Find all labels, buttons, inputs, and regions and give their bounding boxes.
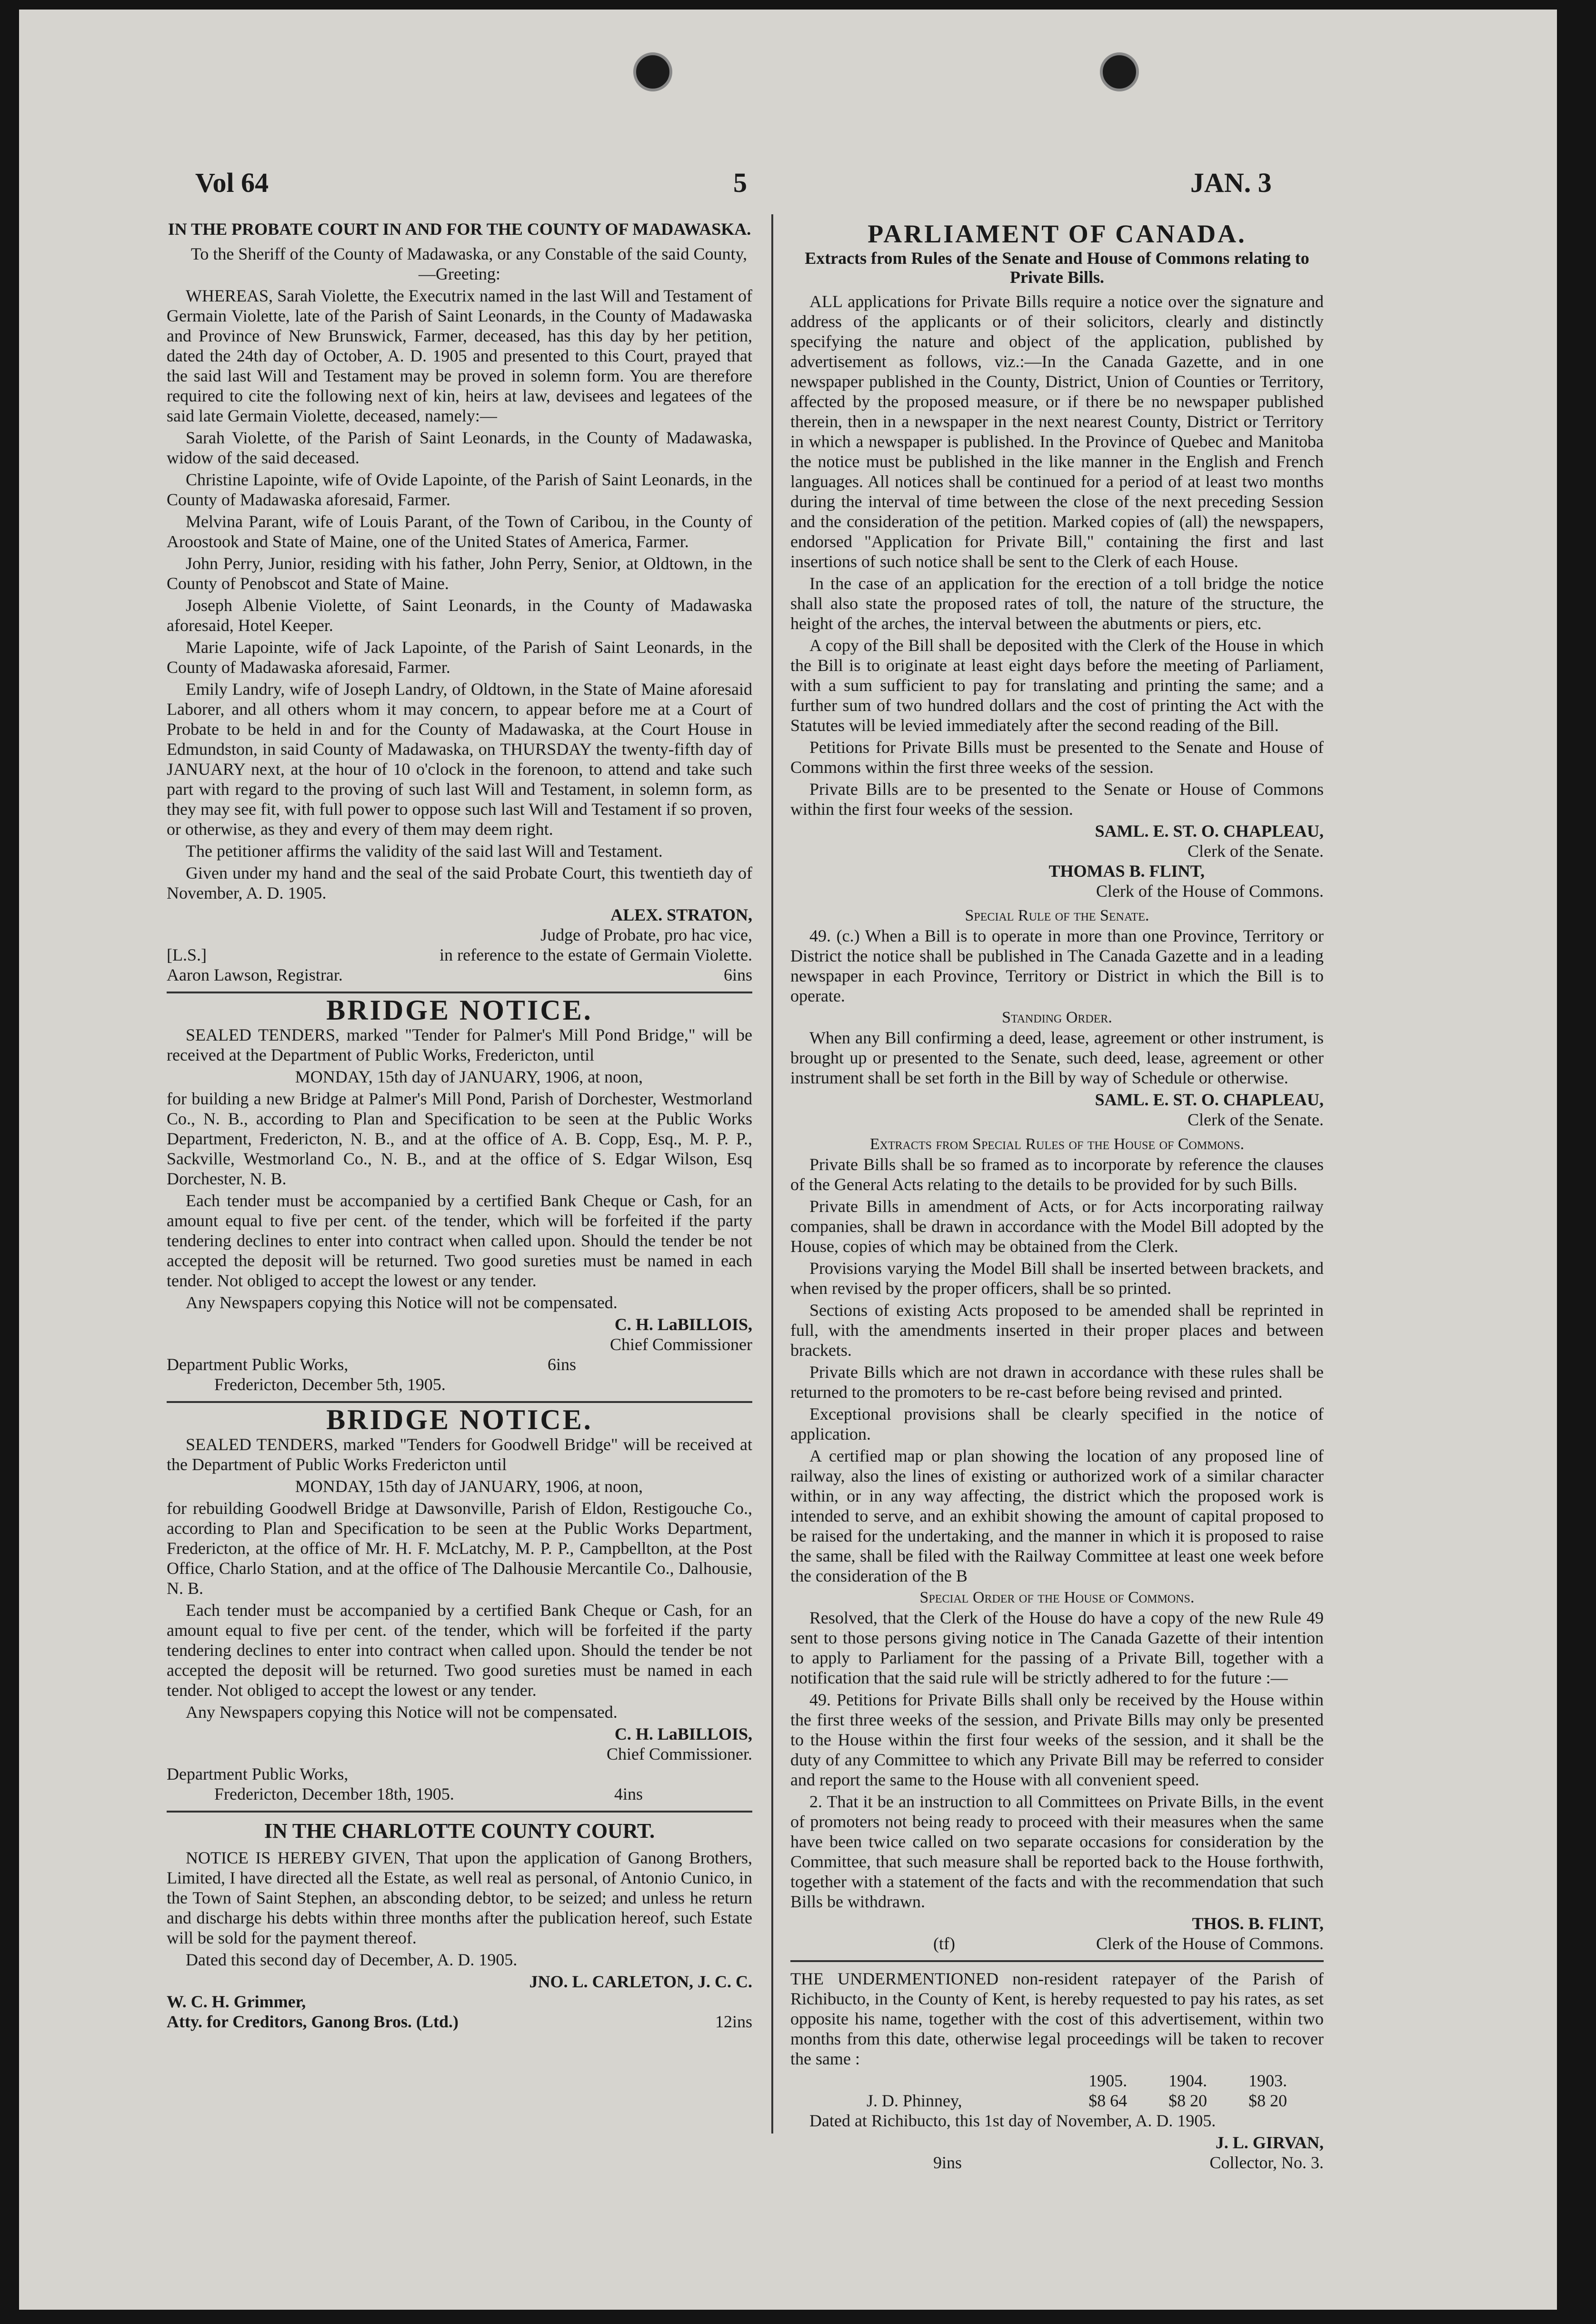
charlotte-atty-note: Atty. for Creditors, Ganong Bros. (Ltd.) bbox=[167, 2012, 459, 2031]
charlotte-atty: W. C. H. Grimmer, bbox=[167, 1992, 306, 2011]
column-divider bbox=[771, 214, 773, 2134]
bridge-notice-para: for building a new Bridge at Palmer's Mill Pond, Parish of Dorchester, Westmorland Co., N. B., according to Plan and Specification to be seen at the Public Works Department, Fredericton, N. B., and at the office of A. B. Copp, Esq., M. P. P., Sackville, Westmorland Co., N. B., and at the office of S. Edgar Wilson, Esq Dorchester, N. B. bbox=[167, 1089, 752, 1188]
bridge-notice-para: Any Newspapers copying this Notice will not be compensated. bbox=[186, 1703, 618, 1722]
order-para: 49. Petitions for Private Bills shall only be received by the House within the first three weeks of the session, and Private Bills may only be presented to the House within the first four weeks of the session, and it shall be the duty of any Committee to which any Private Bill may be referred to consider and report the same to the House with all convenient speed. bbox=[790, 1690, 1324, 1789]
standing-order-heading: Standing Order. bbox=[1002, 1009, 1112, 1026]
probate-para: WHEREAS, Sarah Violette, the Executrix named in the last Will and Testament of Germain Violette, late of the Parish of Saint Leonards, in the County of Madawaska and Province of New Brunswick, Farmer, deceased, has this day by her petition, dated the 24th day of October, A. D. 1905 and presented to this Court, prayed that the said last Will and Testament may be proved in solemn form. You are therefore required to cite the following next of kin, heirs at law, devisees and legatees of the said late Germain Violette, deceased, namely:— bbox=[167, 286, 752, 425]
parliament-title: PARLIAMENT OF CANADA. bbox=[868, 220, 1247, 248]
section-rule bbox=[167, 1811, 752, 1813]
bridge-notice-date: MONDAY, 15th day of JANUARY, 1906, at noon, bbox=[295, 1477, 643, 1496]
charlotte-signer: JNO. L. CARLETON, J. C. C. bbox=[529, 1972, 752, 1991]
bridge-notice-para: for rebuilding Goodwell Bridge at Dawsonville, Parish of Eldon, Restigouche Co., according to Plan and Specification to be seen at the Public Works Department, Fredericton, at the office of Mr. H. F. McLatchy, M. P. P., Campbellton, at the Post Office, Charlo Station, and at the office of The Dalhousie Mercantile Co., Dalhousie, N. B. bbox=[167, 1499, 752, 1598]
probate-seal: [L.S.] bbox=[167, 945, 207, 964]
order-para: Resolved, that the Clerk of the House do have a copy of the new Rule 49 sent to those persons giving notice in The Canada Gazette of their intention to apply to Parliament for the passing of a Private Bill, together with a notification that the said rule will be strictly adhered to for the future :— bbox=[790, 1608, 1324, 1687]
charlotte-title: IN THE CHARLOTTE COUNTY COURT. bbox=[264, 1819, 655, 1843]
probate-para: John Perry, Junior, residing with his father, John Perry, Senior, at Oldtown, in the County of Penobscot and State of Maine. bbox=[167, 554, 752, 593]
extract-para: Sections of existing Acts proposed to be amended shall be reprinted in full, with the amendments inserted in their proper places and between brackets. bbox=[790, 1301, 1324, 1360]
extract-para: Provisions varying the Model Bill shall be inserted between brackets, and when revised by the proper officers, shall be so printed. bbox=[790, 1259, 1324, 1298]
volume-label: Vol 64 bbox=[195, 167, 269, 198]
probate-notice bbox=[167, 219, 752, 985]
rates-notice bbox=[790, 1969, 1324, 2173]
probate-para: Given under my hand and the seal of the said Probate Court, this twentieth day of November, A. D. 1905. bbox=[167, 863, 752, 902]
extract-para: Private Bills shall be so framed as to incorporate by reference the clauses of the General Acts relating to the details to be provided for by such Bills. bbox=[790, 1155, 1324, 1194]
page-header bbox=[19, 167, 1557, 205]
parliament-para: Petitions for Private Bills must be presented to the Senate and House of Commons within the first three weeks of the session. bbox=[790, 738, 1324, 777]
rates-year: 1905. bbox=[1088, 2071, 1127, 2090]
page-number: 5 bbox=[733, 167, 747, 198]
senate-clerk-title: Clerk of the Senate. bbox=[1187, 841, 1324, 861]
newspaper-page bbox=[19, 10, 1557, 2310]
tf-marker: (tf) bbox=[933, 1934, 955, 1953]
rates-year: 1903. bbox=[1248, 2071, 1287, 2090]
senate-clerk-signer: SAML. E. ST. O. CHAPLEAU, bbox=[1095, 821, 1324, 841]
rates-table bbox=[790, 2071, 1324, 2111]
senate-clerk-signer: SAML. E. ST. O. CHAPLEAU, bbox=[1095, 1090, 1324, 1109]
special-rule-para: 49. (c.) When a Bill is to operate in more than one Province, Territory or District the notice shall be published in The Canada Gazette and in a leading newspaper in each Province, Territory or District in which the Bill is to operate. bbox=[790, 926, 1324, 1005]
bridge-notice-signer: C. H. LaBILLOIS, bbox=[614, 1724, 752, 1743]
probate-para: The petitioner affirms the validity of the said last Will and Testament. bbox=[186, 841, 663, 861]
rates-amount: $8 20 bbox=[1248, 2091, 1287, 2110]
commons-clerk-signer: THOS. B. FLINT, bbox=[1192, 1914, 1324, 1933]
bridge-notice-palmer bbox=[167, 994, 752, 1394]
charlotte-notice bbox=[167, 1819, 752, 2032]
bridge-notice-dept: Department Public Works, bbox=[167, 1764, 349, 1783]
probate-seal-note: in reference to the estate of Germain Violette. bbox=[439, 945, 752, 964]
bridge-notice-title: BRIDGE NOTICE. bbox=[326, 994, 593, 1026]
probate-signer: ALEX. STRATON, bbox=[610, 905, 752, 924]
issue-date: JAN. 3 bbox=[1190, 167, 1272, 198]
probate-para: Joseph Albenie Violette, of Saint Leonards, in the County of Madawaska aforesaid, Hotel Keeper. bbox=[167, 596, 752, 635]
extract-para: Private Bills in amendment of Acts, or for Acts incorporating railway companies, shall be drawn in accordance with the Model Bill adopted by the House, copies of which may be obtained from the Clerk. bbox=[790, 1197, 1324, 1256]
special-rule-heading: Special Rule of the Senate. bbox=[965, 907, 1149, 924]
commons-clerk-signer: THOMAS B. FLINT, bbox=[1048, 861, 1205, 881]
bridge-notice-title: BRIDGE NOTICE. bbox=[326, 1404, 593, 1435]
section-rule bbox=[790, 1960, 1324, 1962]
special-order-heading: Special Order of the House of Commons. bbox=[919, 1589, 1195, 1606]
rates-amount: $8 64 bbox=[1088, 2091, 1127, 2110]
bridge-notice-signer-title: Chief Commissioner. bbox=[607, 1744, 752, 1763]
charlotte-para: NOTICE IS HEREBY GIVEN, That upon the application of Ganong Brothers, Limited, I have directed all the Estate, as well real as personal, of Antonio Cunico, in the Town of Saint Stephen, an absconding debtor, to be seized; and unless he return and discharge his debts within three months after the publication hereof, such Estate will be sold for the payment thereof. bbox=[167, 1848, 752, 1947]
senate-clerk-title: Clerk of the Senate. bbox=[1187, 1110, 1324, 1129]
extract-para: A certified map or plan showing the location of any proposed line of railway, also the lines of existing or authorized work of a similar character within, or in any way affecting, the district which the proposed work is intended to serve, and an exhibit showing the amount of capital proposed to be raised for the undertaking, and the manner in which it is proposed to raise the same, shall be filed with the Railway Committee at least one week before the consideration of the B bbox=[790, 1446, 1324, 1585]
left-column bbox=[167, 219, 752, 2032]
rates-row bbox=[790, 2091, 1324, 2111]
bridge-notice-para: Any Newspapers copying this Notice will not be compensated. bbox=[186, 1293, 618, 1312]
section-rule bbox=[167, 1401, 752, 1403]
probate-para: Emily Landry, wife of Joseph Landry, of Oldtown, in the State of Maine aforesaid Laborer, and all others whom it may concern, to appear before me at a Court of Probate to be held in and for the County of Madawaska, at the Court House in Edmundston, in said County of Madawaska, on THURSDAY the twenty-fifth day of JANUARY next, at the hour of 10 o'clock in the forenoon, to attend and take such part with regard to the proving of such last Will and Testament, in solemn form, as they may see fit, with full power to oppose such last Will and Testament if so proven, or otherwise, as they and every of them may deem right. bbox=[167, 680, 752, 839]
extracts-heading: Extracts from Special Rules of the House of Commons. bbox=[869, 1135, 1245, 1153]
parliament-para: A copy of the Bill shall be deposited with the Clerk of the House in which the Bill is to originate at least eight days before the meeting of Parliament, with a sum sufficient to pay for translating and printing the same; and a further sum of two hundred dollars and the cost of printing the Act with the Statutes will be levied immediately after the second reading of the Bill. bbox=[790, 636, 1324, 735]
bridge-notice-signer-title: Chief Commissioner bbox=[610, 1335, 752, 1354]
probate-registrar: Aaron Lawson, Registrar. bbox=[167, 965, 343, 984]
bridge-notice-place: Fredericton, December 5th, 1905. bbox=[214, 1375, 446, 1394]
probate-para: Sarah Violette, of the Parish of Saint Leonards, in the County of Madawaska, widow of the said deceased. bbox=[167, 428, 752, 467]
probate-signer-title: Judge of Probate, pro hac vice, bbox=[540, 925, 752, 944]
commons-clerk-title: Clerk of the House of Commons. bbox=[1096, 1934, 1324, 1953]
charlotte-dated: Dated this second day of December, A. D. 1905. bbox=[186, 1950, 518, 1969]
bridge-notice-para: Each tender must be accompanied by a certified Bank Cheque or Cash, for an amount equal to five per cent. of the tender, which will be forfeited if the party tendering declines to enter into contract when called upon. Should the tender be not accepted the deposit will be returned. Two good sureties must be named in each tender. Not obliged to accept the lowest or any tender. bbox=[167, 1601, 752, 1700]
standing-order-para: When any Bill confirming a deed, lease, agreement or other instrument, is brought up or presented to the Senate, such deed, lease, agreement or other instrument shall be set forth in the Bill by way of Schedule or otherwise. bbox=[790, 1028, 1324, 1087]
bridge-notice-para: Each tender must be accompanied by a certified Bank Cheque or Cash, for an amount equal to five per cent. of the tender, which will be forfeited if the party tendering declines to enter into contract when called upon. Should the tender be not accepted the deposit will be returned. Two good sureties must be named in each tender. Not obliged to accept the lowest or any tender. bbox=[167, 1191, 752, 1290]
probate-title: IN THE PROBATE COURT IN AND FOR THE COUNTY OF MADAWASKA. bbox=[168, 220, 751, 239]
rates-dated: Dated at Richibucto, this 1st day of November, A. D. 1905. bbox=[809, 2111, 1216, 2130]
bridge-notice-ins: 6ins bbox=[547, 1355, 576, 1374]
charlotte-ins: 12ins bbox=[715, 2012, 752, 2031]
rates-signer: J. L. GIRVAN, bbox=[1215, 2133, 1324, 2152]
section-rule bbox=[167, 992, 752, 993]
bridge-notice-para: SEALED TENDERS, marked "Tenders for Goodwell Bridge" will be received at the Department of Public Works Fredericton until bbox=[167, 1435, 752, 1474]
order-para: 2. That it be an instruction to all Committees on Private Bills, in the event of promoters not being ready to proceed with their measures when the same have been twice called on two separate occasions for consideration by the Committee, that such measure shall be reported back to the House forthwith, together with a statement of the facts and with the recommendation that such Bills be withdrawn. bbox=[790, 1792, 1324, 1911]
bridge-notice-para: SEALED TENDERS, marked "Tender for Palmer's Mill Pond Bridge," will be received at the Department of Public Works, Fredericton, until bbox=[167, 1025, 752, 1064]
bridge-notice-goodwell bbox=[167, 1404, 752, 1804]
binding-hole-right bbox=[1100, 52, 1139, 91]
parliament-subtitle: Extracts from Rules of the Senate and House of Commons relating to Private Bills. bbox=[805, 249, 1309, 287]
bridge-notice-dept: Department Public Works, bbox=[167, 1355, 349, 1374]
rates-name: J. D. Phinney, bbox=[867, 2091, 962, 2110]
rates-amount: $8 20 bbox=[1168, 2091, 1207, 2110]
extract-para: Private Bills which are not drawn in accordance with these rules shall be returned to the promoters to be re-cast before being revised and printed. bbox=[790, 1362, 1324, 1402]
right-column bbox=[790, 219, 1324, 2173]
bridge-notice-place: Fredericton, December 18th, 1905. bbox=[214, 1784, 454, 1803]
probate-para: Melvina Parant, wife of Louis Parant, of the Town of Caribou, in the County of Aroostook and State of Maine, one of the United States of America, Farmer. bbox=[167, 512, 752, 551]
binding-hole-left bbox=[633, 52, 672, 91]
commons-clerk-title: Clerk of the House of Commons. bbox=[1096, 882, 1324, 901]
probate-para: Christine Lapointe, wife of Ovide Lapointe, of the Parish of Saint Leonards, in the County of Madawaska aforesaid, Farmer. bbox=[167, 470, 752, 509]
rates-para: THE UNDERMENTIONED non-resident ratepayer of the Parish of Richibucto, in the County of Kent, is hereby requested to pay his rates, as set opposite his name, together with the cost of this advertisement, within two months from this date, otherwise legal proceedings will be taken to recover the same : bbox=[790, 1969, 1324, 2068]
extract-para: Exceptional provisions shall be clearly specified in the notice of application. bbox=[790, 1404, 1324, 1443]
probate-greeting: To the Sheriff of the County of Madawaska, or any Constable of the said County,—Greeting: bbox=[190, 244, 748, 283]
bridge-notice-ins: 4ins bbox=[614, 1784, 643, 1803]
rates-year-row bbox=[790, 2071, 1324, 2091]
probate-ins: 6ins bbox=[723, 965, 752, 984]
parliament-para: Private Bills are to be presented to the Senate or House of Commons within the first four weeks of the session. bbox=[790, 780, 1324, 819]
rates-ins: 9ins bbox=[933, 2153, 962, 2172]
rates-year: 1904. bbox=[1168, 2071, 1207, 2090]
probate-para: Marie Lapointe, wife of Jack Lapointe, of the Parish of Saint Leonards, in the County of Madawaska aforesaid, Farmer. bbox=[167, 638, 752, 677]
rates-signer-title: Collector, No. 3. bbox=[1209, 2153, 1324, 2172]
bridge-notice-date: MONDAY, 15th day of JANUARY, 1906, at noon, bbox=[295, 1067, 643, 1086]
bridge-notice-signer: C. H. LaBILLOIS, bbox=[614, 1315, 752, 1334]
parliament-para: In the case of an application for the erection of a toll bridge the notice shall also state the proposed rates of toll, the nature of the structure, the height of the arches, the interval between the abutments or piers, etc. bbox=[790, 574, 1324, 633]
parliament-para: ALL applications for Private Bills require a notice over the signature and address of the applicants or of their solicitors, clearly and distinctly specifying the nature and object of the application, published by advertisement as follows, viz.:—In the Canada Gazette, and in one newspaper published in the County, District, Union of Counties or Territory, affected by the proposed measure, or if there be no newspaper published therein, then in a newspaper in the next nearest County, District or Territory in which a newspaper is published. In the Province of Quebec and Manitoba the notice must be published in the like manner in the English and French languages. All notices shall be continued for a period of at least two months during the interval of time between the close of the next preceding Session and the consideration of the petition. Marked copies of (all) the newspapers, endorsed "Application for Private Bill," containing the first and last insertions of such notice shall be sent to the Clerk of each House. bbox=[790, 292, 1324, 571]
